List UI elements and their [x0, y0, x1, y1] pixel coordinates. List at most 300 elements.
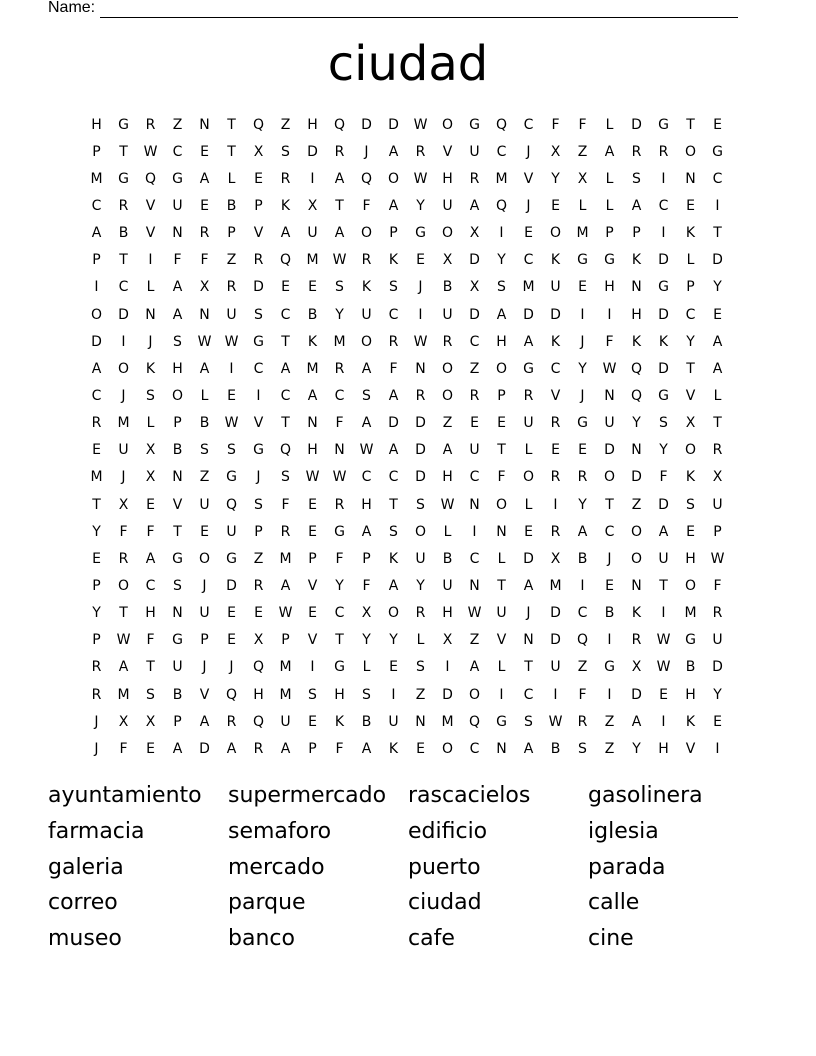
grid-letter: B [307, 306, 318, 323]
grid-letter: N [604, 387, 615, 404]
grid-letter: E [416, 740, 425, 757]
grid-letter: R [577, 713, 588, 730]
grid-letter: C [172, 143, 183, 160]
grid-letter: T [119, 605, 128, 622]
grid-letter: D [712, 659, 723, 676]
grid-letter: J [526, 605, 531, 622]
grid-letter: K [685, 469, 696, 486]
grid-letter: F [713, 577, 722, 594]
grid-letter: A [361, 360, 372, 377]
grid-letter: H [442, 469, 453, 486]
grid-letter: J [607, 550, 612, 567]
word-list-item: ciudad [408, 890, 482, 916]
grid-letter: F [119, 740, 128, 757]
grid-letter: P [200, 632, 209, 649]
grid-letter: C [388, 306, 399, 323]
grid-letter: C [685, 306, 696, 323]
grid-letter: N [631, 279, 642, 296]
grid-letter: D [469, 306, 480, 323]
grid-letter: M [495, 170, 508, 187]
grid-letter: Q [630, 387, 643, 404]
grid-letter: G [226, 550, 237, 567]
grid-letter: Q [252, 713, 265, 730]
grid-letter: K [145, 360, 156, 377]
grid-letter: U [199, 605, 210, 622]
grid-letter: R [631, 632, 642, 649]
grid-letter: S [254, 306, 263, 323]
grid-letter: O [360, 333, 373, 350]
grid-letter: J [364, 143, 369, 160]
grid-letter: S [416, 496, 425, 513]
word-list-item: galeria [48, 854, 124, 880]
grid-letter: R [145, 116, 156, 133]
grid-letter: A [388, 143, 399, 160]
grid-letter: A [469, 659, 480, 676]
grid-letter: U [442, 577, 453, 594]
grid-letter: W [413, 333, 428, 350]
grid-letter: P [92, 632, 101, 649]
grid-letter: F [335, 740, 344, 757]
grid-letter: E [92, 442, 101, 459]
grid-letter: Y [362, 632, 371, 649]
grid-letter: P [92, 577, 101, 594]
grid-letter: Y [578, 360, 587, 377]
grid-letter: G [334, 523, 345, 540]
grid-letter: N [685, 170, 696, 187]
grid-letter: K [388, 252, 399, 269]
grid-letter: O [684, 577, 697, 594]
grid-letter: P [605, 225, 614, 242]
grid-letter: Y [416, 577, 425, 594]
grid-letter: R [550, 415, 561, 432]
grid-letter: S [632, 170, 641, 187]
grid-letter: U [361, 306, 372, 323]
grid-letter: A [172, 279, 183, 296]
grid-letter: A [334, 225, 345, 242]
grid-letter: Z [604, 713, 615, 730]
grid-letter: S [146, 686, 155, 703]
grid-letter: E [713, 713, 722, 730]
grid-letter: A [361, 415, 372, 432]
grid-letter: P [632, 225, 641, 242]
grid-letter: O [495, 496, 508, 513]
grid-letter: E [578, 442, 587, 459]
grid-letter: I [472, 523, 477, 540]
grid-letter: J [229, 659, 234, 676]
grid-letter: I [661, 605, 666, 622]
grid-letter: W [548, 713, 563, 730]
grid-letter: D [388, 116, 399, 133]
grid-letter: A [91, 360, 102, 377]
word-list-item: farmacia [48, 819, 145, 845]
grid-letter: L [524, 442, 533, 459]
grid-letter: S [281, 143, 290, 160]
grid-letter: A [199, 713, 210, 730]
grid-letter: E [92, 550, 101, 567]
grid-letter: D [658, 252, 669, 269]
grid-letter: H [307, 442, 318, 459]
grid-letter: K [631, 605, 642, 622]
grid-letter: I [553, 496, 558, 513]
grid-letter: H [685, 686, 696, 703]
grid-letter: R [550, 469, 561, 486]
grid-letter: T [605, 496, 614, 513]
grid-letter: T [686, 116, 695, 133]
grid-letter: M [549, 577, 562, 594]
grid-letter: R [577, 469, 588, 486]
grid-letter: C [334, 387, 345, 404]
grid-letter: T [119, 143, 128, 160]
word-list-item: cine [588, 926, 634, 952]
grid-letter: J [580, 387, 585, 404]
grid-letter: F [281, 496, 290, 513]
grid-letter: A [523, 333, 534, 350]
grid-letter: L [227, 170, 236, 187]
grid-letter: M [90, 469, 103, 486]
grid-letter: S [416, 659, 425, 676]
grid-letter: S [524, 713, 533, 730]
grid-letter: C [658, 197, 669, 214]
grid-letter: X [577, 170, 588, 187]
grid-letter: D [658, 360, 669, 377]
grid-letter: Q [495, 116, 508, 133]
grid-letter: R [226, 713, 237, 730]
grid-letter: Q [144, 170, 157, 187]
grid-letter: B [361, 713, 372, 730]
grid-letter: R [631, 143, 642, 160]
grid-letter: P [254, 197, 263, 214]
grid-letter: G [118, 170, 129, 187]
word-list-item: puerto [408, 854, 481, 880]
grid-letter: U [415, 550, 426, 567]
grid-letter: Z [199, 469, 210, 486]
grid-letter: N [199, 306, 210, 323]
grid-letter: Z [469, 632, 480, 649]
grid-letter: Y [497, 252, 506, 269]
grid-letter: V [685, 387, 696, 404]
grid-letter: S [578, 740, 587, 757]
grid-letter: P [713, 523, 722, 540]
grid-letter: F [119, 523, 128, 540]
grid-letter: F [659, 469, 668, 486]
grid-letter: N [334, 442, 345, 459]
grid-letter: Z [577, 143, 588, 160]
grid-letter: R [712, 605, 723, 622]
grid-letter: E [227, 605, 236, 622]
grid-letter: A [91, 225, 102, 242]
grid-letter: H [442, 170, 453, 187]
grid-letter: Y [632, 415, 641, 432]
grid-letter: G [577, 415, 588, 432]
grid-letter: U [469, 143, 480, 160]
grid-letter: D [388, 415, 399, 432]
grid-letter: I [607, 686, 612, 703]
grid-letter: C [523, 116, 534, 133]
grid-letter: F [362, 197, 371, 214]
page-title: ciudad [327, 36, 489, 92]
grid-letter: I [661, 225, 666, 242]
grid-letter: T [389, 496, 398, 513]
grid-letter: A [388, 577, 399, 594]
grid-letter: R [523, 387, 534, 404]
grid-letter: W [332, 252, 347, 269]
grid-letter: Q [576, 632, 589, 649]
grid-letter: E [308, 713, 317, 730]
grid-letter: A [361, 523, 372, 540]
grid-letter: D [415, 469, 426, 486]
grid-letter: U [442, 306, 453, 323]
grid-letter: L [497, 550, 506, 567]
grid-letter: R [361, 252, 372, 269]
grid-letter: L [605, 116, 614, 133]
grid-letter: O [90, 306, 103, 323]
grid-letter: Z [631, 496, 642, 513]
grid-letter: S [173, 333, 182, 350]
grid-letter: R [226, 279, 237, 296]
grid-letter: A [712, 360, 723, 377]
grid-letter: M [441, 713, 454, 730]
grid-letter: R [91, 659, 102, 676]
grid-letter: X [118, 713, 129, 730]
grid-letter: D [631, 116, 642, 133]
grid-letter: U [712, 632, 723, 649]
grid-letter: D [199, 740, 210, 757]
grid-letter: C [604, 523, 615, 540]
grid-letter: X [469, 225, 480, 242]
grid-letter: Q [495, 197, 508, 214]
grid-letter: B [685, 659, 696, 676]
grid-letter: B [118, 225, 129, 242]
grid-letter: F [146, 523, 155, 540]
grid-letter: G [226, 469, 237, 486]
grid-letter: P [497, 387, 506, 404]
word-list-item: rascacielos [408, 783, 531, 809]
grid-letter: A [388, 442, 399, 459]
grid-letter: E [200, 197, 209, 214]
grid-letter: J [121, 469, 126, 486]
grid-letter: U [307, 225, 318, 242]
grid-letter: O [198, 550, 211, 567]
grid-letter: J [202, 659, 207, 676]
grid-letter: A [199, 170, 210, 187]
grid-letter: A [523, 577, 534, 594]
name-field [48, 0, 738, 18]
grid-letter: D [631, 469, 642, 486]
grid-letter: W [332, 469, 347, 486]
grid-letter: K [550, 252, 561, 269]
grid-letter: E [254, 605, 263, 622]
grid-letter: P [173, 713, 182, 730]
grid-letter: S [335, 279, 344, 296]
grid-letter: A [280, 360, 291, 377]
grid-letter: G [496, 713, 507, 730]
grid-letter: D [253, 279, 264, 296]
grid-letter: P [308, 550, 317, 567]
word-list-item: edificio [408, 819, 488, 845]
grid-letter: O [441, 225, 454, 242]
grid-letter: W [656, 632, 671, 649]
grid-letter: G [172, 632, 183, 649]
grid-letter: Z [280, 116, 291, 133]
grid-letter: N [199, 116, 210, 133]
grid-letter: T [713, 225, 722, 242]
grid-letter: Z [604, 740, 615, 757]
grid-letter: F [605, 333, 614, 350]
grid-letter: I [445, 659, 450, 676]
grid-letter: Z [253, 550, 264, 567]
grid-letter: Y [632, 740, 641, 757]
grid-letter: K [361, 279, 372, 296]
grid-letter: G [604, 252, 615, 269]
grid-letter: C [91, 387, 102, 404]
grid-letter: E [389, 659, 398, 676]
grid-letter: R [415, 605, 426, 622]
grid-letter: K [631, 333, 642, 350]
grid-letter: L [200, 387, 209, 404]
grid-letter: R [334, 496, 345, 513]
grid-letter: Y [686, 333, 695, 350]
grid-letter: I [418, 306, 423, 323]
grid-letter: P [92, 252, 101, 269]
word-list-item: ayuntamiento [48, 783, 202, 809]
grid-letter: U [226, 523, 237, 540]
grid-letter: P [227, 225, 236, 242]
grid-letter: X [442, 252, 453, 269]
word-list-item: iglesia [588, 819, 659, 845]
grid-letter: T [713, 415, 722, 432]
grid-letter: R [415, 143, 426, 160]
grid-letter: O [441, 116, 454, 133]
grid-letter: Y [92, 523, 101, 540]
grid-letter: A [523, 740, 534, 757]
grid-letter: T [92, 496, 101, 513]
grid-letter: A [658, 523, 669, 540]
grid-letter: V [307, 632, 318, 649]
grid-letter: K [334, 713, 345, 730]
grid-letter: R [199, 225, 210, 242]
grid-letter: G [118, 116, 129, 133]
grid-letter: I [499, 686, 504, 703]
grid-letter: W [278, 605, 293, 622]
grid-letter: J [526, 197, 531, 214]
grid-letter: W [710, 550, 725, 567]
grid-letter: N [415, 360, 426, 377]
grid-letter: C [469, 550, 480, 567]
grid-letter: I [256, 387, 261, 404]
grid-letter: O [117, 577, 130, 594]
grid-letter: P [254, 523, 263, 540]
grid-letter: W [656, 659, 671, 676]
grid-letter: E [713, 116, 722, 133]
grid-letter: N [469, 496, 480, 513]
grid-letter: C [712, 170, 723, 187]
grid-letter: G [658, 387, 669, 404]
grid-letter: S [389, 523, 398, 540]
grid-letter: L [713, 387, 722, 404]
grid-letter: J [94, 740, 99, 757]
grid-letter: A [388, 387, 399, 404]
grid-letter: H [253, 686, 264, 703]
grid-letter: D [361, 116, 372, 133]
grid-letter: F [146, 632, 155, 649]
grid-letter: I [715, 197, 720, 214]
grid-letter: D [658, 306, 669, 323]
grid-letter: Q [468, 713, 481, 730]
grid-letter: H [604, 279, 615, 296]
grid-letter: G [172, 550, 183, 567]
grid-letter: O [468, 686, 481, 703]
grid-letter: O [171, 387, 184, 404]
grid-letter: L [497, 659, 506, 676]
grid-letter: X [253, 632, 264, 649]
grid-letter: O [630, 523, 643, 540]
grid-letter: V [145, 225, 156, 242]
grid-letter: U [469, 442, 480, 459]
grid-letter: X [469, 279, 480, 296]
grid-letter: Z [226, 252, 237, 269]
grid-letter: M [117, 415, 130, 432]
grid-letter: U [442, 197, 453, 214]
grid-letter: D [523, 306, 534, 323]
grid-letter: A [307, 387, 318, 404]
grid-letter: L [605, 197, 614, 214]
grid-letter: S [389, 279, 398, 296]
grid-letter: S [227, 442, 236, 459]
grid-letter: P [389, 225, 398, 242]
grid-letter: N [145, 306, 156, 323]
grid-letter: E [227, 632, 236, 649]
grid-letter: K [388, 550, 399, 567]
grid-letter: I [661, 713, 666, 730]
grid-letter: V [307, 577, 318, 594]
grid-letter: E [713, 306, 722, 323]
grid-letter: Z [172, 116, 183, 133]
grid-letter: B [442, 550, 453, 567]
grid-letter: I [229, 360, 234, 377]
grid-letter: W [224, 333, 239, 350]
grid-letter: N [172, 225, 183, 242]
grid-letter: I [121, 333, 126, 350]
grid-letter: U [712, 496, 723, 513]
grid-letter: P [281, 632, 290, 649]
grid-letter: Q [279, 252, 292, 269]
grid-letter: R [118, 197, 129, 214]
grid-letter: T [227, 116, 236, 133]
grid-letter: G [469, 116, 480, 133]
grid-letter: O [441, 387, 454, 404]
grid-letter: N [307, 415, 318, 432]
grid-letter: C [550, 360, 561, 377]
grid-letter: O [441, 740, 454, 757]
grid-letter: V [253, 225, 264, 242]
grid-letter: B [172, 686, 183, 703]
name-blank-line[interactable] [100, 1, 738, 18]
grid-letter: D [442, 686, 453, 703]
grid-letter: M [522, 279, 535, 296]
grid-letter: F [497, 469, 506, 486]
grid-letter: D [118, 306, 129, 323]
grid-letter: O [522, 469, 535, 486]
grid-letter: E [551, 442, 560, 459]
grid-letter: U [604, 415, 615, 432]
grid-letter: S [362, 686, 371, 703]
grid-letter: R [550, 523, 561, 540]
grid-letter: A [631, 713, 642, 730]
grid-letter: E [659, 686, 668, 703]
grid-letter: T [686, 360, 695, 377]
grid-letter: R [712, 442, 723, 459]
word-list-item: gasolinera [588, 783, 703, 809]
